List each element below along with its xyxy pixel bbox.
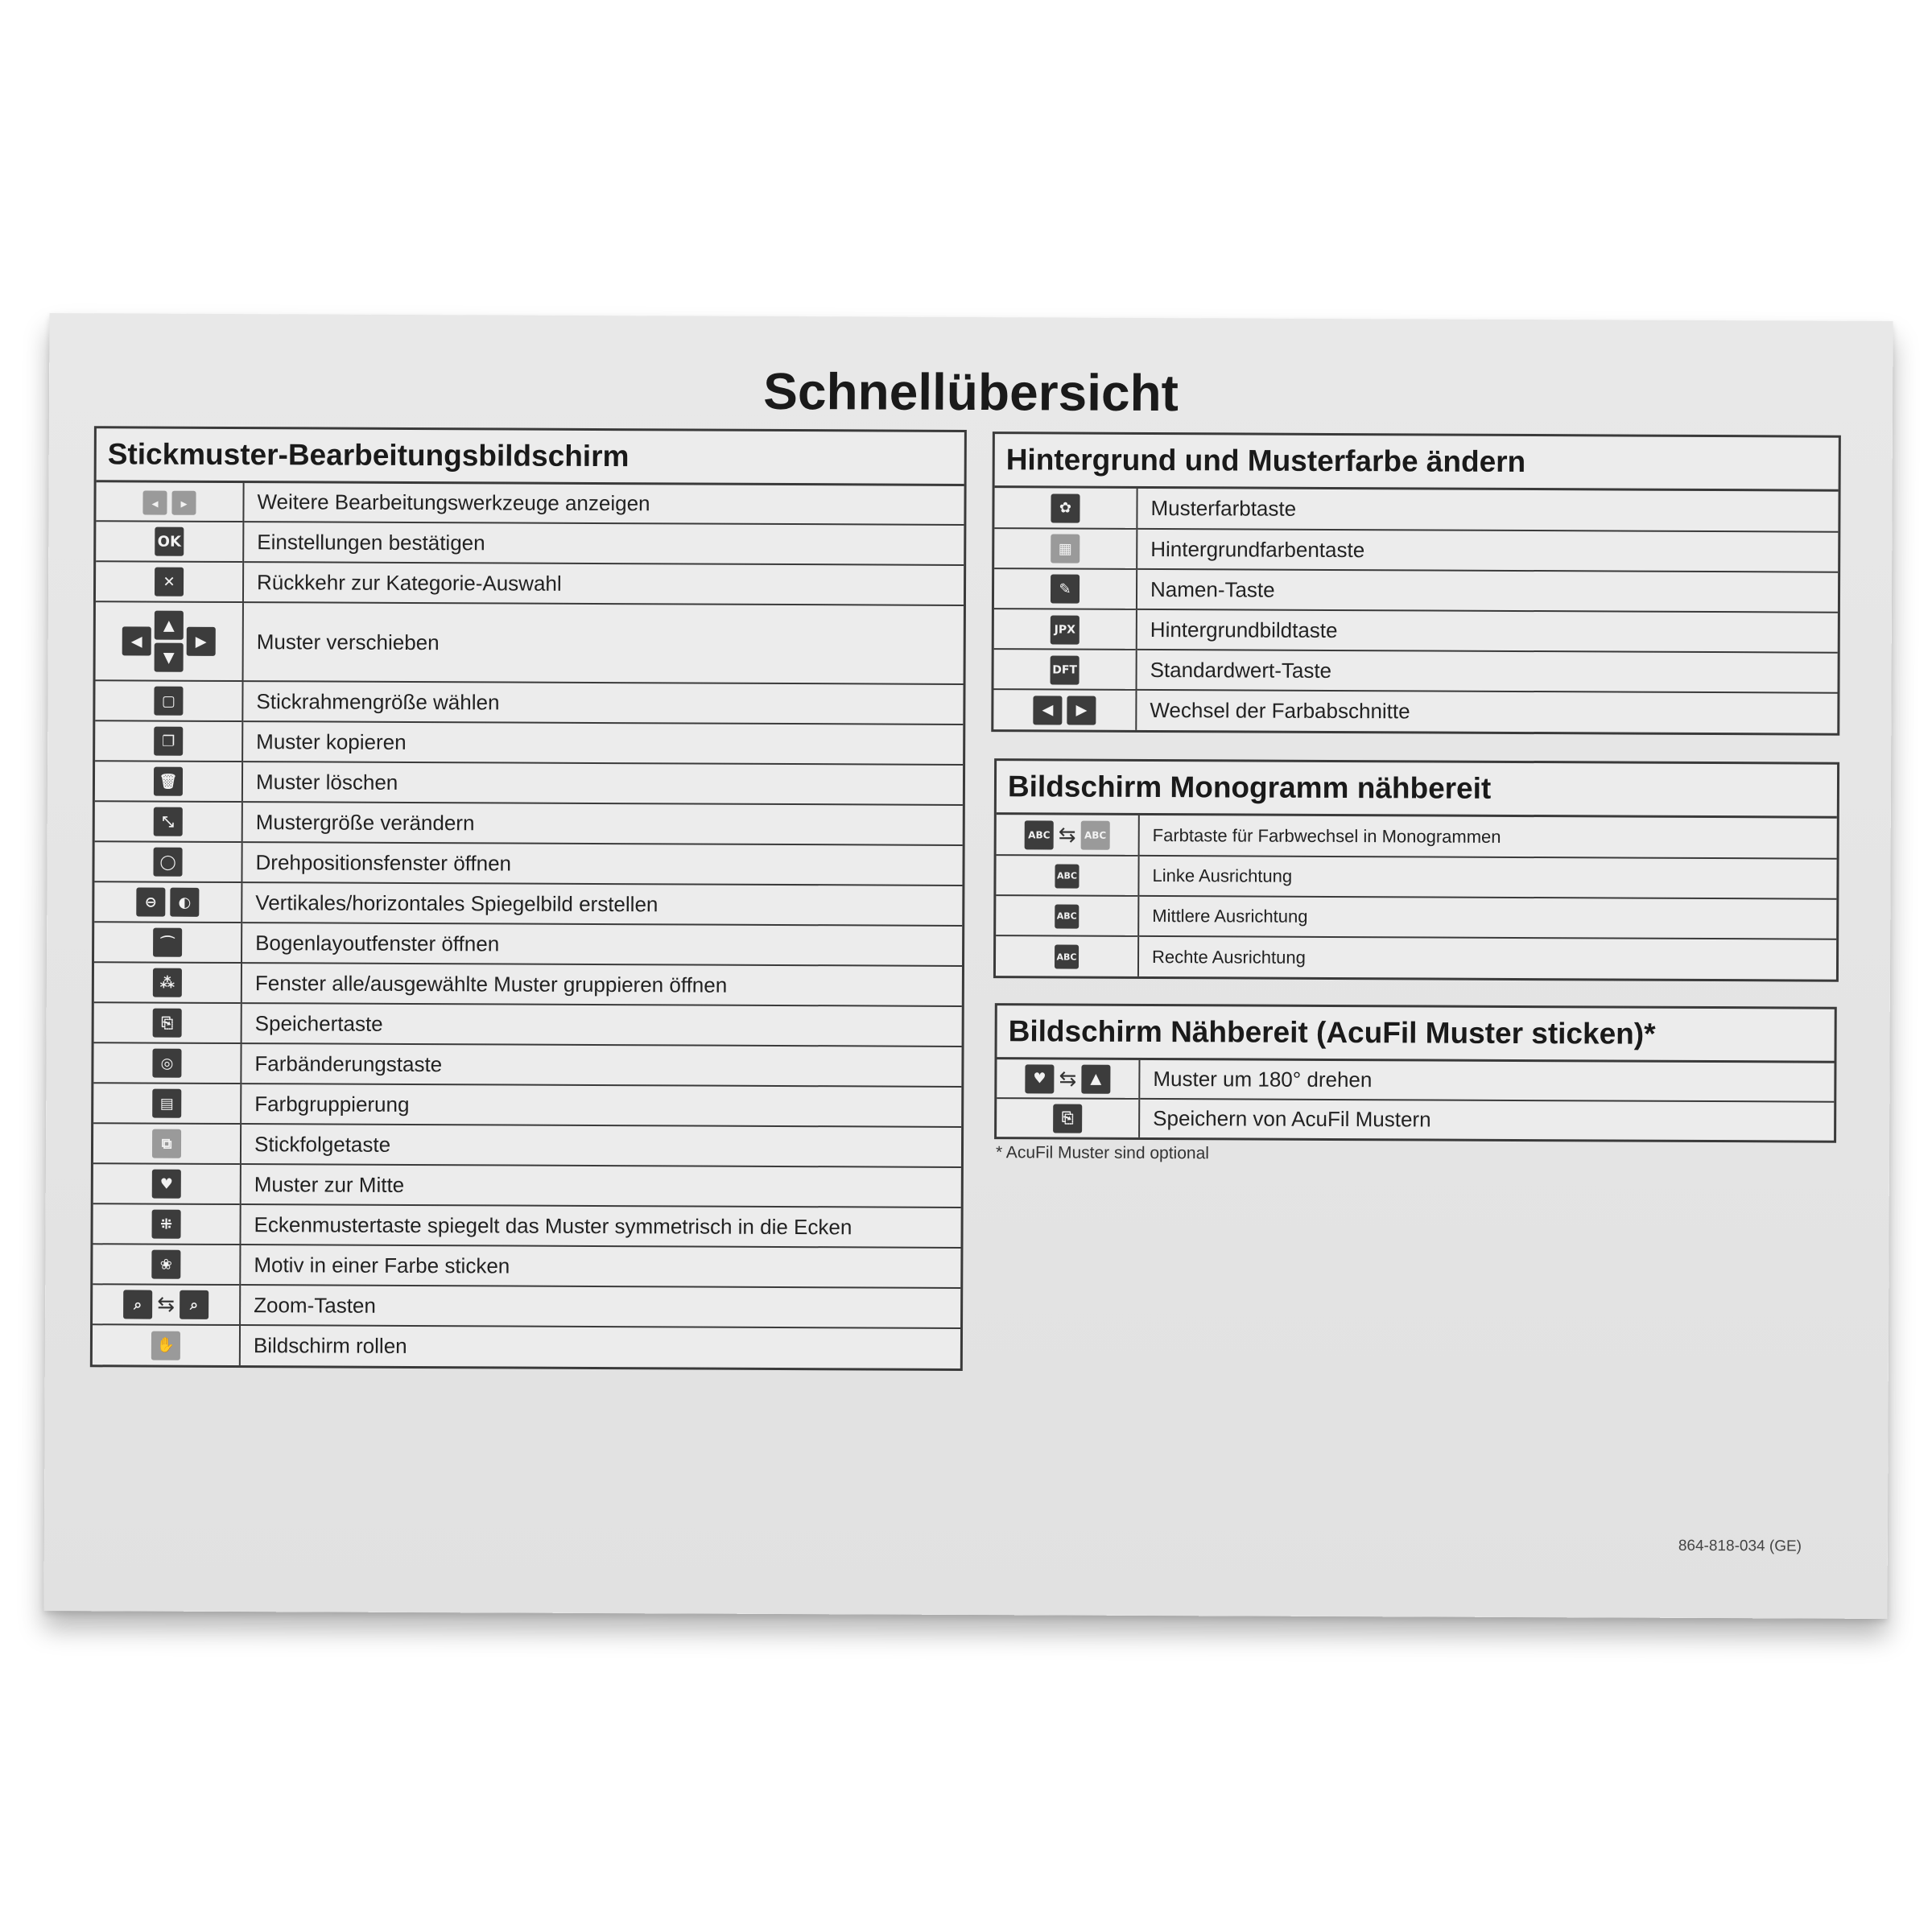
table-row (94, 841, 962, 886)
monogram-color-icon: ABC (1025, 820, 1054, 849)
single-color-icon: ❀ (151, 1250, 180, 1279)
editing-screen-panel (90, 426, 967, 1371)
row-label: Muster löschen (242, 762, 963, 805)
row-label: Einstellungen bestätigen (243, 522, 964, 565)
row-label: Fenster alle/ausgewählte Muster gruppieren öffnen (242, 963, 962, 1006)
row-label: Rückkehr zur Kategorie-Auswahl (243, 562, 964, 605)
row-label: Muster verschieben (243, 602, 964, 684)
background-color-table (993, 488, 1838, 733)
row-label: Farbänderungstaste (241, 1043, 961, 1087)
group-icon: ⁂ (153, 968, 182, 997)
quick-reference-card (43, 313, 1893, 1619)
background-grid-icon: ▦ (1051, 535, 1080, 564)
chevron-right-icon: ▸ (171, 491, 196, 515)
row-label: Hintergrundbildtaste (1137, 609, 1838, 653)
background-image-icon: JPX (1051, 615, 1080, 644)
hoop-icon: ▢ (154, 687, 183, 716)
table-row (993, 689, 1837, 733)
monogram-panel (993, 758, 1839, 982)
center-icon: ♥ (152, 1170, 181, 1199)
table-row (94, 881, 962, 926)
row-label: Weitere Bearbeitungswerkzeuge anzeigen (257, 489, 650, 516)
ok-icon: OK (155, 527, 184, 556)
stitch-order-icon: ⧉ (152, 1129, 181, 1158)
table-row (93, 1042, 961, 1087)
panel-heading: Bildschirm Monogramm nähbereit (997, 761, 1837, 819)
table-row (96, 561, 964, 605)
page-title: Schnellübersicht (763, 361, 1179, 423)
footnote: * AcuFil Muster sind optional (995, 1143, 1210, 1163)
panel-heading: Stickmuster-Bearbeitungsbildschirm (97, 428, 964, 486)
row-label: Mustergröße verändern (242, 802, 963, 845)
table-row (94, 922, 962, 966)
arrow-right-icon: ▶ (1067, 696, 1096, 724)
row-label: Muster kopieren (242, 721, 963, 765)
row-label: Stickrahmengröße wählen (242, 681, 963, 724)
row-label: Speichertaste (242, 1003, 962, 1046)
table-row (95, 761, 963, 805)
row-label: Speichern von AcuFil Mustern (1139, 1099, 1834, 1141)
arrow-up-icon: ▲ (155, 611, 184, 640)
table-row (95, 680, 963, 724)
table-row (93, 1324, 960, 1368)
row-label: Farbgruppierung (241, 1084, 961, 1127)
arrow-left-icon: ◀ (122, 626, 151, 655)
align-right-icon: ABC (1055, 945, 1079, 969)
row-label: Zoom-Tasten (240, 1285, 960, 1328)
background-color-panel (991, 431, 1841, 736)
table-row (994, 488, 1838, 532)
swap-arrows-icon: ⇆ (1059, 1067, 1077, 1092)
trash-icon: 🗑 (154, 767, 183, 796)
panel-heading: Bildschirm Nähbereit (AcuFil Muster sticken)* (997, 1005, 1834, 1063)
save-icon: ⎘ (1053, 1104, 1082, 1133)
row-label: Musterfarbtaste (1150, 495, 1297, 521)
zoom-out-icon: ⌕ (180, 1290, 208, 1319)
default-value-icon: DFT (1051, 655, 1080, 684)
align-left-icon: ABC (1055, 864, 1079, 888)
chevron-left-icon: ◂ (142, 491, 167, 515)
table-row (96, 521, 964, 565)
table-row (994, 568, 1838, 613)
arrow-right-icon: ▶ (187, 627, 216, 656)
editing-screen-table (93, 482, 964, 1368)
table-row (93, 1163, 961, 1208)
table-row (996, 855, 1836, 899)
row-label: Farbtaste für Farbwechsel in Monogrammen (1152, 824, 1501, 847)
row-label: Namen-Taste (1137, 569, 1838, 613)
row-label: Standardwert-Taste (1136, 650, 1837, 693)
row-label: Stickfolgetaste (241, 1124, 961, 1167)
monogram-color-alt-icon: ABC (1081, 820, 1110, 849)
arrow-left-icon: ◀ (1033, 696, 1062, 724)
table-row (93, 1083, 961, 1127)
row-label: Hintergrundfarbentaste (1137, 529, 1838, 572)
table-row (994, 609, 1838, 653)
table-row (997, 1059, 1834, 1102)
row-label: Wechsel der Farbabschnitte (1136, 690, 1837, 733)
row-label: Muster zur Mitte (241, 1164, 961, 1208)
zoom-in-icon: ⌕ (123, 1290, 152, 1319)
table-row (93, 1244, 960, 1288)
rotate-180-icon: ♥ (1025, 1064, 1054, 1093)
hand-scroll-icon: ✋ (151, 1331, 180, 1360)
move-arrows-icon (122, 610, 216, 672)
save-icon: ⎘ (153, 1009, 182, 1038)
color-group-icon: ▤ (152, 1089, 181, 1118)
row-label: Drehpositionsfenster öffnen (242, 842, 962, 886)
table-row (93, 1284, 960, 1328)
close-icon: ✕ (155, 568, 184, 597)
copy-icon: ❐ (154, 727, 183, 756)
table-row (96, 482, 964, 525)
acufil-table (997, 1059, 1834, 1141)
table-row (95, 720, 963, 765)
table-row (94, 1002, 962, 1046)
table-row (93, 1203, 960, 1248)
table-row (997, 815, 1837, 859)
monogram-table (996, 815, 1837, 980)
row-label: Rechte Ausrichtung (1138, 936, 1836, 980)
rotate-icon: ◯ (153, 848, 182, 877)
table-row (997, 1098, 1834, 1141)
color-change-icon: ◎ (152, 1049, 181, 1078)
row-label: Bildschirm rollen (240, 1325, 960, 1368)
row-label: Motiv in einer Farbe sticken (240, 1245, 960, 1288)
table-row (95, 801, 963, 845)
arc-layout-icon: ⌒ (153, 928, 182, 957)
panel-heading: Hintergrund und Musterfarbe ändern (995, 434, 1839, 492)
table-row (96, 601, 964, 684)
row-label: Linke Ausrichtung (1138, 856, 1836, 899)
document-number: 864-818-034 (GE) (1678, 1537, 1802, 1555)
swap-arrows-icon: ⇆ (157, 1292, 175, 1317)
swap-arrows-icon: ⇆ (1058, 822, 1076, 848)
row-label: Mittlere Ausrichtung (1138, 896, 1836, 939)
mirror-horizontal-icon: ◐ (170, 888, 199, 917)
rotate-180-alt-icon: ▲ (1081, 1064, 1110, 1093)
mirror-vertical-icon: ⊖ (136, 888, 165, 917)
pencil-icon: ✎ (1051, 575, 1080, 604)
table-row (994, 649, 1838, 693)
pattern-color-icon: ✿ (1051, 493, 1080, 522)
arrow-down-icon: ▼ (155, 643, 184, 672)
acufil-panel (994, 1003, 1837, 1143)
corner-pattern-icon: ⁜ (152, 1210, 181, 1239)
row-label: Vertikales/horizontales Spiegelbild erstellen (242, 882, 962, 926)
resize-icon: ⤡ (154, 807, 183, 836)
table-row (996, 935, 1836, 980)
row-label: Bogenlayoutfenster öffnen (242, 923, 962, 966)
table-row (94, 962, 962, 1006)
row-label: Muster um 180° drehen (1153, 1067, 1373, 1092)
table-row (93, 1123, 961, 1167)
align-center-icon: ABC (1055, 904, 1079, 928)
table-row (996, 895, 1836, 939)
table-row (994, 528, 1838, 572)
row-label: Eckenmustertaste spiegelt das Muster symmetrisch in die Ecken (240, 1204, 960, 1248)
